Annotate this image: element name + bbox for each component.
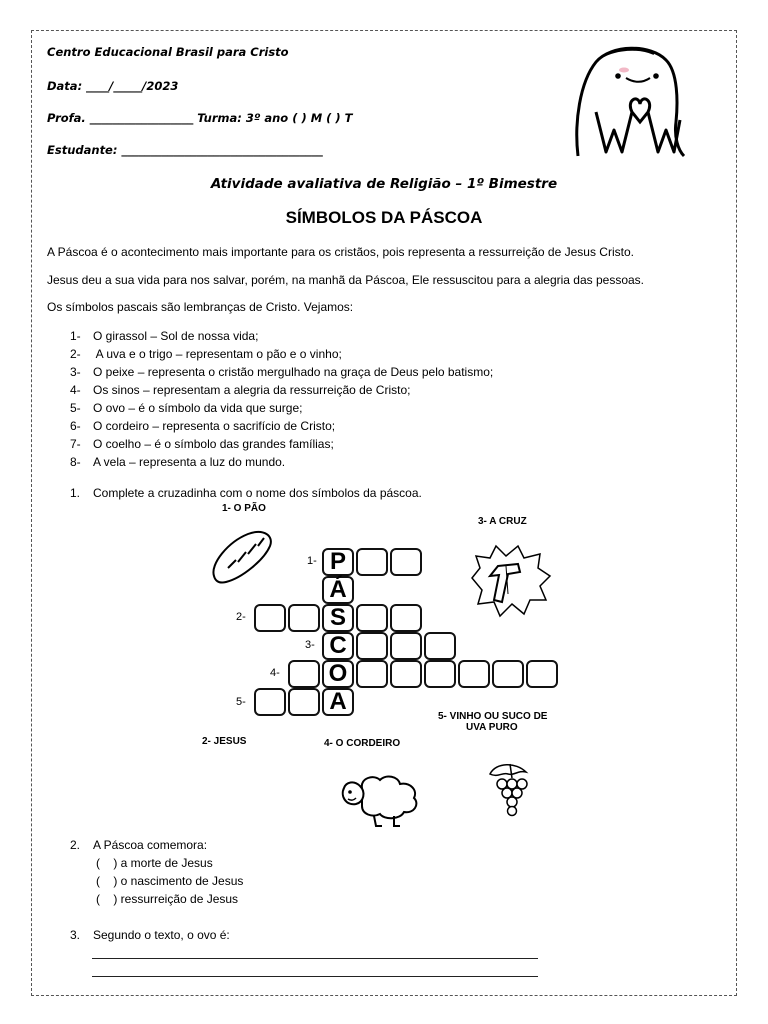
clue-4: 4- O CORDEIRO (324, 738, 401, 749)
list-item: 4- Os sinos – representam a alegria da ressurreição de Cristo; (70, 383, 411, 397)
crossword-letter-cell: Á (322, 576, 354, 604)
question-3: 3. Segundo o texto, o ovo é: (70, 928, 230, 942)
clue-2: 2- JESUS (202, 736, 247, 747)
crossword-cell[interactable] (356, 632, 388, 660)
question-1: 1. Complete a cruzadinha com o nome dos símbolos da páscoa. (70, 486, 422, 500)
crossword-cell[interactable] (390, 632, 422, 660)
crossword-letter-cell: O (322, 660, 354, 688)
list-item: 3- O peixe – representa o cristão mergulhado na graça de Deus pelo batismo; (70, 365, 494, 379)
flork-drawing (566, 42, 706, 160)
list-item: 1- O girassol – Sol de nossa vida; (70, 329, 259, 343)
date-field[interactable]: Data: ____/_____/2023 (47, 79, 179, 93)
clue-5-line1: 5- VINHO OU SUCO DE (438, 711, 548, 722)
crossword-cell[interactable] (390, 604, 422, 632)
student-field[interactable]: Estudante: ___________________________________ (47, 143, 323, 157)
crossword-cell[interactable] (254, 688, 286, 716)
crossword-cell[interactable] (492, 660, 524, 688)
page-title: SÍMBOLOS DA PÁSCOA (285, 208, 483, 227)
clue-3: 3- A CRUZ (478, 516, 527, 527)
row-number-2: 2- (236, 611, 246, 623)
row-number-4: 4- (270, 667, 280, 679)
list-item: 6- O cordeiro – representa o sacrifício de Cristo; (70, 419, 336, 433)
paragraph-3: Os símbolos pascais são lembranças de Cristo. Vejamos: (47, 300, 354, 314)
activity-subtitle: Atividade avaliativa de Religião – 1º Bimestre (210, 176, 558, 192)
list-item: 8- A vela – representa a luz do mundo. (70, 455, 286, 469)
crossword-letter-cell: A (322, 688, 354, 716)
crossword-cell[interactable] (356, 604, 388, 632)
list-item: 7- O coelho – é o símbolo das grandes famílias; (70, 437, 334, 451)
option-checkbox[interactable]: ( ) a morte de Jesus (96, 856, 213, 870)
crossword-cell[interactable] (254, 604, 286, 632)
crossword-cell[interactable] (390, 660, 422, 688)
crossword-cell[interactable] (356, 660, 388, 688)
crossword-cell[interactable] (526, 660, 558, 688)
crossword-cell[interactable] (288, 688, 320, 716)
list-item: 5- O ovo – é o símbolo da vida que surge; (70, 401, 303, 415)
answer-line[interactable] (92, 976, 538, 977)
crossword-cell[interactable] (356, 548, 388, 576)
crossword-cell[interactable] (424, 660, 456, 688)
paragraph-2: Jesus deu a sua vida para nos salvar, porém, na manhã da Páscoa, Ele ressuscitou para a alegria das pessoas. (47, 273, 645, 287)
crossword-cell[interactable] (458, 660, 490, 688)
teacher-class-field[interactable]: Profa. __________________ Turma: 3º ano ( ) M ( ) T (47, 111, 353, 125)
paragraph-1: A Páscoa é o acontecimento mais importante para os cristãos, pois representa a ressurreição de Jesus Cristo. (47, 245, 634, 259)
school-name: Centro Educacional Brasil para Cristo (47, 45, 289, 59)
question-2: 2. A Páscoa comemora: (70, 838, 208, 852)
row-number-3: 3- (305, 639, 315, 651)
crossword-cell[interactable] (390, 548, 422, 576)
option-checkbox[interactable]: ( ) o nascimento de Jesus (96, 874, 244, 888)
bread-icon (208, 528, 276, 586)
crossword-cell[interactable] (288, 660, 320, 688)
crossword-cell[interactable] (288, 604, 320, 632)
answer-line[interactable] (92, 958, 538, 959)
symbols-list (70, 327, 493, 471)
option-checkbox[interactable]: ( ) ressurreição de Jesus (96, 892, 239, 906)
lamb-icon (334, 766, 426, 830)
crossword-letter-cell: P (322, 548, 354, 576)
crossword-cell[interactable] (424, 632, 456, 660)
clue-5-line2: UVA PURO (466, 722, 518, 733)
grapes-icon (480, 760, 540, 820)
crossword-letter-cell: C (322, 632, 354, 660)
row-number-1: 1- (307, 555, 317, 567)
row-number-5: 5- (236, 696, 246, 708)
clue-1: 1- O PÃO (222, 503, 266, 514)
cross-icon (462, 538, 558, 622)
list-item: 2- A uva e o trigo – representam o pão e o vinho; (70, 347, 342, 361)
crossword-letter-cell: S (322, 604, 354, 632)
